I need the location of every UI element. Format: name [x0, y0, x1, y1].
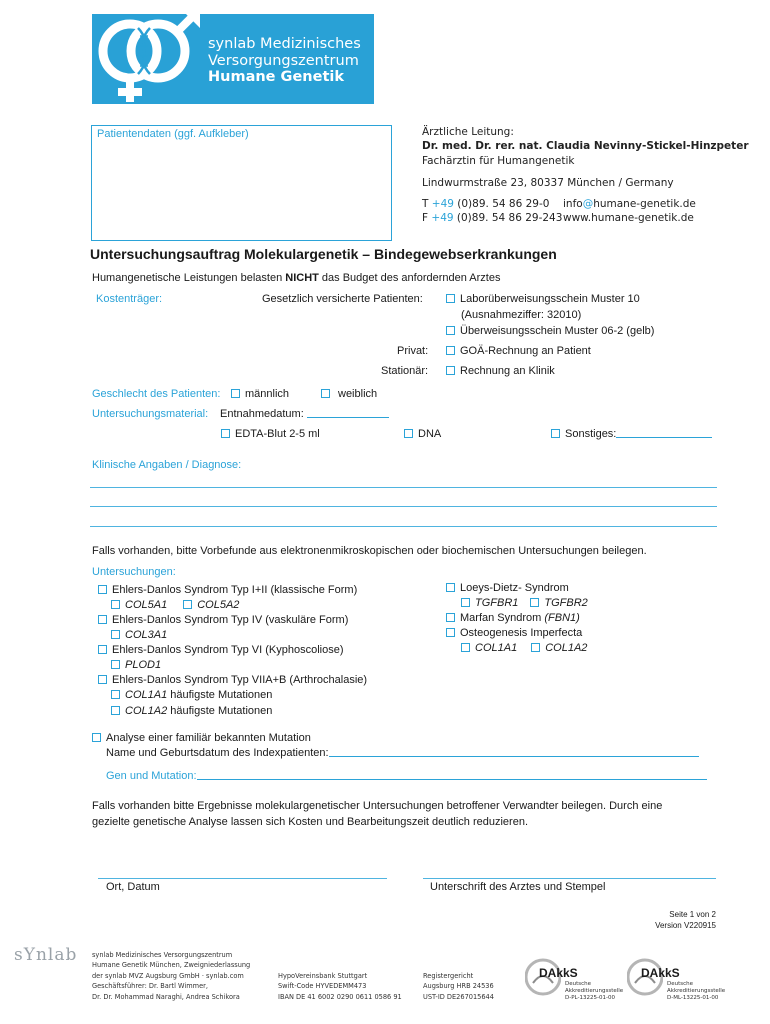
clinical-line-2[interactable]	[90, 506, 717, 507]
footer-register-line: UST-ID DE267015644	[423, 992, 494, 1001]
checkbox-icon[interactable]	[551, 429, 560, 438]
entnahme-label: Entnahmedatum:	[220, 408, 304, 420]
dakks-name: DAkkS	[641, 966, 680, 980]
index-label: Name und Geburtsdatum des Indexpatienten:	[106, 747, 329, 759]
signature-line[interactable]	[423, 878, 716, 879]
phone	[422, 198, 549, 210]
option-male[interactable]	[231, 388, 289, 400]
lead-name: Dr. med. Dr. rer. nat. Claudia Nevinny-Stickel-Hinzpeter	[422, 140, 749, 152]
footer-register	[423, 971, 494, 1002]
checkbox-icon[interactable]	[98, 645, 107, 654]
fax-prefix: F	[422, 212, 429, 224]
dakks-line: D-PL-13225-01-00	[565, 995, 615, 1001]
clinical-line-1[interactable]	[90, 487, 717, 488]
test-eds6-label: Ehlers-Danlos Syndrom Typ VI (Kyphoscoliose)	[112, 644, 344, 656]
checkbox-icon[interactable]	[111, 706, 120, 715]
tests-label: Untersuchungen:	[92, 566, 176, 578]
privat-label: Privat:	[397, 345, 429, 357]
fax	[422, 212, 562, 224]
material-label: Untersuchungsmaterial:	[92, 408, 209, 420]
footer-register-line: Augsburg HRB 24536	[423, 982, 494, 991]
option-female[interactable]	[321, 388, 377, 400]
dakks-text	[667, 981, 725, 1002]
test-loeys-label: Loeys-Dietz- Syndrom	[460, 582, 569, 594]
footer-logo: sYnlab	[14, 945, 78, 965]
option-edta[interactable]	[221, 428, 320, 440]
website[interactable]: www.humane-genetik.de	[563, 212, 694, 224]
test-tgfbr1-label: TGFBR1	[475, 597, 519, 609]
test-eds7-label: Ehlers-Danlos Syndrom Typ VIIA+B (Arthrochalasie)	[112, 674, 368, 686]
test-col3a1-label: COL3A1	[125, 629, 168, 641]
email-user: info	[563, 198, 583, 210]
budget-text-c: das Budget des anfordernden Arztes	[318, 272, 501, 284]
email[interactable]	[563, 198, 696, 210]
test-eds4[interactable]	[98, 614, 348, 626]
test-eds1-label: Ehlers-Danlos Syndrom Typ I+II (klassische Form)	[112, 584, 358, 596]
checkbox-icon[interactable]	[111, 690, 120, 699]
checkbox-icon[interactable]	[321, 389, 330, 398]
index-field[interactable]	[106, 747, 699, 759]
option-edta-label: EDTA-Blut 2-5 ml	[235, 428, 320, 440]
checkbox-icon[interactable]	[221, 429, 230, 438]
option-muster10[interactable]	[446, 293, 640, 305]
checkbox-icon[interactable]	[531, 643, 540, 652]
patient-data-box[interactable]	[91, 125, 392, 241]
address: Lindwurmstraße 23, 80337 München / Germany	[422, 177, 674, 189]
option-goa-label: GOÄ-Rechnung an Patient	[460, 345, 591, 357]
test-plod1[interactable]	[111, 659, 161, 671]
brand-line-2: Versorgungszentrum	[208, 52, 359, 69]
test-col1a1-mut[interactable]	[111, 689, 272, 701]
footer-company-line: der synlab MVZ Augsburg GmbH · synlab.com	[92, 971, 244, 980]
test-osteo[interactable]	[446, 627, 582, 639]
footer-company-line: Dr. Dr. Mohammad Naraghi, Andrea Schikora	[92, 992, 240, 1001]
test-col5a1-label: COL5A1	[125, 599, 168, 611]
option-sonstiges-label: Sonstiges:	[565, 428, 617, 440]
brand-name	[208, 36, 361, 86]
test-osteo-label: Osteogenesis Imperfecta	[460, 627, 583, 639]
test-marfan-label: Marfan Syndrom	[460, 612, 545, 624]
footer-bank-line: Swift-Code HYVEDEMM473	[278, 982, 367, 991]
stationaer-label: Stationär:	[381, 365, 429, 377]
test-col1a2-mut-gene: COL1A2	[125, 705, 168, 717]
index-input[interactable]	[329, 747, 699, 757]
gen-field[interactable]	[106, 770, 707, 782]
test-col1a-group	[461, 642, 587, 654]
checkbox-icon[interactable]	[446, 366, 455, 375]
option-muster10-sub: (Ausnahmeziffer: 32010)	[461, 309, 582, 321]
signature-label: Unterschrift des Arztes und Stempel	[430, 881, 606, 893]
footer-bank-line: HypoVereinsbank Stuttgart	[278, 972, 368, 980]
relatives-note-1: Falls vorhanden bitte Ergebnisse molekulargenetischer Untersuchungen betroffener Verwandter beilegen. Durch eine	[92, 800, 663, 812]
dakks-line: Akkreditierungsstelle	[667, 988, 726, 994]
test-marfan[interactable]	[446, 612, 580, 624]
test-eds1[interactable]	[98, 584, 357, 596]
test-col1a1-mut-gene: COL1A1	[125, 689, 168, 701]
test-col3a1[interactable]	[111, 629, 167, 641]
dakks-text	[565, 981, 623, 1002]
test-tgfbr2[interactable]	[530, 597, 587, 609]
footer-company-line: Humane Genetik München, Zweigniederlassung	[92, 961, 251, 970]
kosten-label: Kostenträger:	[96, 293, 163, 305]
test-familial-label: Analyse einer familiär bekannten Mutation	[106, 732, 311, 744]
dakks-line: Deutsche	[667, 981, 694, 987]
gender-label: Geschlecht des Patienten:	[92, 388, 221, 400]
test-col1a1-label: COL1A1	[475, 642, 518, 654]
budget-text-a: Humangenetische Leistungen belasten	[92, 272, 286, 284]
test-tgfbr2-label: TGFBR2	[544, 597, 588, 609]
test-marfan-gene: (FBN1)	[544, 612, 580, 624]
phone-country-code: +49	[431, 198, 454, 210]
entnahme-field[interactable]	[220, 408, 389, 420]
option-klinik[interactable]	[446, 365, 555, 377]
test-tgfbr1[interactable]	[461, 597, 518, 609]
relatives-note-2: gezielte genetische Analyse lassen sich Kosten und Bearbeitungszeit deutlich reduzieren.	[92, 816, 528, 828]
email-domain: humane-genetik.de	[593, 198, 696, 210]
fax-country-code: +49	[431, 212, 454, 224]
checkbox-icon[interactable]	[404, 429, 413, 438]
checkbox-icon[interactable]	[98, 675, 107, 684]
test-col5a1[interactable]	[111, 599, 167, 611]
checkbox-icon[interactable]	[98, 615, 107, 624]
ort-datum-line[interactable]	[98, 878, 387, 879]
checkbox-icon[interactable]	[446, 326, 455, 335]
patient-data-label: Patientendaten (ggf. Aufkleber)	[97, 128, 249, 140]
test-col1a2-mut[interactable]	[111, 705, 272, 717]
dakks-line: Deutsche	[565, 981, 592, 987]
checkbox-icon[interactable]	[111, 660, 120, 669]
option-goa[interactable]	[446, 345, 591, 357]
synlab-gender-dna-logo	[88, 6, 203, 104]
checkbox-icon[interactable]	[446, 346, 455, 355]
checkbox-icon[interactable]	[530, 598, 539, 607]
option-muster06[interactable]	[446, 325, 654, 337]
footer-company-line: synlab Medizinisches Versorgungszentrum	[92, 951, 233, 959]
vorbefunde-note: Falls vorhanden, bitte Vorbefunde aus elektronenmikroskopischen oder biochemischen Untersuchungen beilegen.	[92, 545, 647, 557]
option-dna-label: DNA	[418, 428, 442, 440]
test-col1a2-label: COL1A2	[545, 642, 588, 654]
brand-line-3: Humane Genetik	[208, 69, 344, 85]
page-number: Seite 1 von 2	[669, 910, 716, 919]
option-klinik-label: Rechnung an Klinik	[460, 365, 555, 377]
checkbox-icon[interactable]	[446, 294, 455, 303]
gen-label: Gen und Mutation:	[106, 770, 197, 782]
option-female-label: weiblich	[338, 388, 378, 400]
checkbox-icon[interactable]	[461, 643, 470, 652]
checkbox-icon[interactable]	[92, 733, 101, 742]
option-dna[interactable]	[404, 428, 441, 440]
checkbox-icon[interactable]	[461, 598, 470, 607]
footer-bank-line: IBAN DE 41 6002 0290 0611 0586 91	[278, 992, 402, 1001]
test-col1a1[interactable]	[461, 642, 517, 654]
test-col1a1-mut-text: häufigste Mutationen	[167, 689, 273, 701]
footer-bank	[278, 971, 402, 1002]
footer-register-line: Registergericht	[423, 972, 474, 980]
brand-line-1: synlab Medizinisches	[208, 36, 361, 52]
checkbox-icon[interactable]	[446, 613, 455, 622]
sonstiges-input[interactable]	[616, 428, 712, 438]
gen-input[interactable]	[197, 770, 707, 780]
test-familial[interactable]	[92, 732, 311, 744]
dakks-line: Akkreditierungsstelle	[565, 988, 624, 994]
test-plod1-label: PLOD1	[125, 659, 162, 671]
fax-number: (0)89. 54 86 29-243	[456, 212, 563, 224]
test-tgfbr-group	[461, 597, 588, 609]
ort-datum-label: Ort, Datum	[106, 881, 160, 893]
form-title: Untersuchungsauftrag Molekulargenetik – Bindegewebserkrankungen	[90, 246, 557, 262]
lead-label: Ärztliche Leitung:	[422, 126, 514, 138]
budget-text-bold: NICHT	[285, 272, 319, 284]
test-col5a1-group	[111, 599, 239, 611]
dakks-line: D-ML-13225-01-00	[667, 995, 719, 1001]
option-muster10-label: Laborüberweisungsschein Muster 10	[460, 293, 640, 305]
lead-title: Fachärztin für Humangenetik	[422, 155, 575, 167]
checkbox-icon[interactable]	[446, 583, 455, 592]
test-col1a2-mut-text: häufigste Mutationen	[167, 705, 273, 717]
test-eds6[interactable]	[98, 644, 344, 656]
option-male-label: männlich	[245, 388, 290, 400]
version: Version V220915	[655, 921, 716, 930]
clinical-line-3[interactable]	[90, 526, 717, 527]
test-col1a2[interactable]	[531, 642, 587, 654]
email-at: @	[582, 198, 594, 210]
entnahme-input[interactable]	[307, 408, 389, 418]
dakks-name: DAkkS	[539, 966, 578, 980]
test-eds7[interactable]	[98, 674, 367, 686]
test-eds4-label: Ehlers-Danlos Syndrom Typ IV (vaskuläre Form)	[112, 614, 349, 626]
checkbox-icon[interactable]	[231, 389, 240, 398]
footer-company-line: Geschäftsführer: Dr. Bartl Wimmer,	[92, 982, 208, 991]
phone-prefix: T	[422, 198, 429, 210]
test-loeys[interactable]	[446, 582, 569, 594]
checkbox-icon[interactable]	[183, 600, 192, 609]
test-col5a2-label: COL5A2	[197, 599, 240, 611]
checkbox-icon[interactable]	[446, 628, 455, 637]
checkbox-icon[interactable]	[111, 600, 120, 609]
budget-note	[92, 272, 500, 284]
checkbox-icon[interactable]	[98, 585, 107, 594]
footer-company	[92, 950, 250, 1002]
gesetzlich-label: Gesetzlich versicherte Patienten:	[262, 293, 423, 305]
option-sonstiges[interactable]	[551, 428, 712, 440]
clinical-label: Klinische Angaben / Diagnose:	[92, 459, 242, 471]
test-col5a2[interactable]	[183, 599, 239, 611]
option-muster06-label: Überweisungsschein Muster 06-2 (gelb)	[460, 325, 655, 337]
phone-number: (0)89. 54 86 29-0	[457, 198, 550, 210]
checkbox-icon[interactable]	[111, 630, 120, 639]
